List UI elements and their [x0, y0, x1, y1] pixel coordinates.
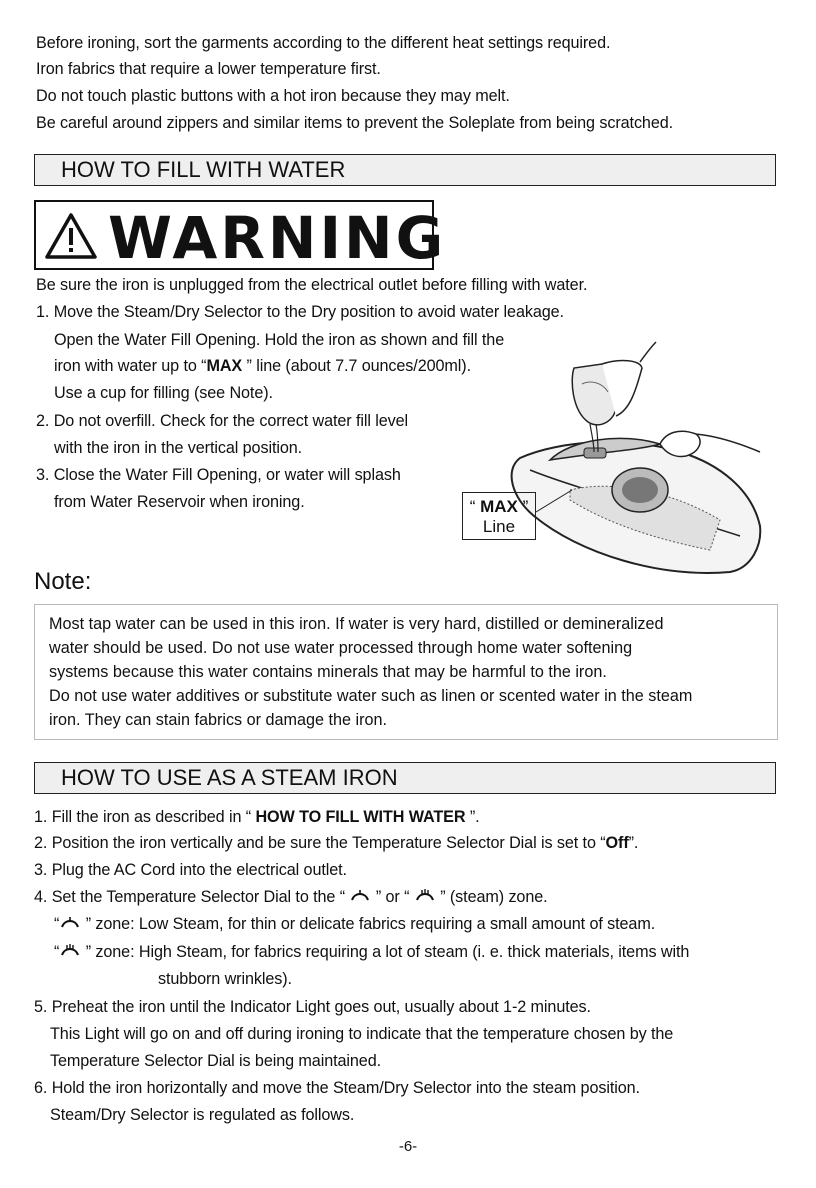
note-line-4: Do not use water additives or substitute water such as linen or scented water in the steam [49, 687, 693, 705]
low-steam-line-b: ” zone: Low Steam, for thin or delicate fabrics requiring a small amount of steam. [81, 915, 656, 933]
warning-title: WARNING [108, 204, 447, 272]
high-steam-icon [59, 943, 81, 959]
high-steam-line [54, 943, 689, 962]
high-steam-line-b: ” zone: High Steam, for fabrics requiring a lot of steam (i. e. thick materials, items with [81, 943, 690, 961]
steam-step-1-c: ”. [465, 808, 480, 826]
intro-line-4: Be careful around zippers and similar items to prevent the Soleplate from being scratched. [36, 114, 674, 132]
steam-step-4-c: ” (steam) zone. [435, 888, 548, 906]
intro-line-2: Iron fabrics that require a lower temperature first. [36, 60, 381, 78]
steam-step-1-a: 1. Fill the iron as described in “ [34, 808, 256, 826]
fill-water-heading-bar [34, 154, 776, 186]
steam-step-5c: Temperature Selector Dial is being maintained. [50, 1052, 382, 1070]
fill-step-1c [54, 357, 471, 376]
low-steam-icon [59, 915, 81, 931]
steam-step-6b: Steam/Dry Selector is regulated as follows. [50, 1106, 355, 1124]
warning-text: Be sure the iron is unplugged from the electrical outlet before filling with water. [36, 276, 588, 294]
low-steam-line-a: “ [54, 915, 60, 933]
page-number: -6- [398, 1138, 418, 1155]
steam-step-4 [34, 888, 548, 907]
steam-step-2-off: Off [605, 834, 629, 852]
max-line-label-top: “ MAX ” [469, 497, 529, 516]
fill-step-2b: with the iron in the vertical position. [54, 439, 303, 457]
steam-iron-heading-bar [34, 762, 776, 794]
fill-step-1: 1. Move the Steam/Dry Selector to the Dry position to avoid water leakage. [36, 303, 564, 321]
warning-box [34, 200, 447, 272]
note-line-2: water should be used. Do not use water processed through home water softening [49, 639, 633, 657]
note-line-5: iron. They can stain fabrics or damage the iron. [49, 711, 388, 729]
steam-step-2 [34, 834, 638, 853]
fill-step-1d: Use a cup for filling (see Note). [54, 384, 273, 402]
note-line-1: Most tap water can be used in this iron. If water is very hard, distilled or demineralized [49, 615, 664, 633]
note-title: Note: [34, 568, 92, 595]
high-steam-line-a: “ [54, 943, 60, 961]
steam-iron-heading: HOW TO USE AS A STEAM IRON [61, 765, 398, 790]
steam-step-6: 6. Hold the iron horizontally and move the Steam/Dry Selector into the steam position. [34, 1079, 640, 1097]
high-steam-line-cont: stubborn wrinkles). [158, 970, 292, 988]
intro-line-3: Do not touch plastic buttons with a hot iron because they may melt. [36, 87, 510, 105]
fill-step-1b: Open the Water Fill Opening. Hold the iron as shown and fill the [54, 331, 505, 349]
steam-step-4-b: ” or “ [371, 888, 414, 906]
intro-line-1: Before ironing, sort the garments according to the different heat settings required. [36, 34, 611, 52]
steam-step-4-a: 4. Set the Temperature Selector Dial to the “ [34, 888, 350, 906]
low-steam-icon [349, 888, 371, 904]
fill-step-1c-a: iron with water up to “ [54, 357, 207, 375]
fill-water-heading: HOW TO FILL WITH WATER [61, 157, 346, 182]
steam-step-5b: This Light will go on and off during ironing to indicate that the temperature chosen by the [50, 1025, 674, 1043]
fill-step-3b: from Water Reservoir when ironing. [54, 493, 305, 511]
fill-step-2: 2. Do not overfill. Check for the correct water fill level [36, 412, 409, 430]
fill-step-1c-b: ” line (about 7.7 ounces/200ml). [242, 357, 471, 375]
max-line-label-bottom: Line [482, 517, 516, 536]
steam-step-1 [34, 808, 480, 827]
low-steam-line [54, 915, 655, 934]
steam-step-2-a: 2. Position the iron vertically and be sure the Temperature Selector Dial is set to “ [34, 834, 606, 852]
high-steam-icon [414, 888, 436, 904]
steam-step-5: 5. Preheat the iron until the Indicator Light goes out, usually about 1-2 minutes. [34, 998, 591, 1016]
steam-step-1-ref: HOW TO FILL WITH WATER [255, 808, 466, 826]
iron-filling-illustration [490, 340, 770, 580]
steam-step-2-c: ”. [628, 834, 639, 852]
warning-triangle-icon [44, 212, 98, 260]
max-line-label [462, 492, 536, 540]
steam-step-3: 3. Plug the AC Cord into the electrical outlet. [34, 861, 347, 879]
note-line-3: systems because this water contains minerals that may be harmful to the iron. [49, 663, 607, 681]
fill-step-3: 3. Close the Water Fill Opening, or water will splash [36, 466, 401, 484]
note-box [34, 604, 778, 740]
fill-step-1c-max: MAX [206, 357, 243, 375]
